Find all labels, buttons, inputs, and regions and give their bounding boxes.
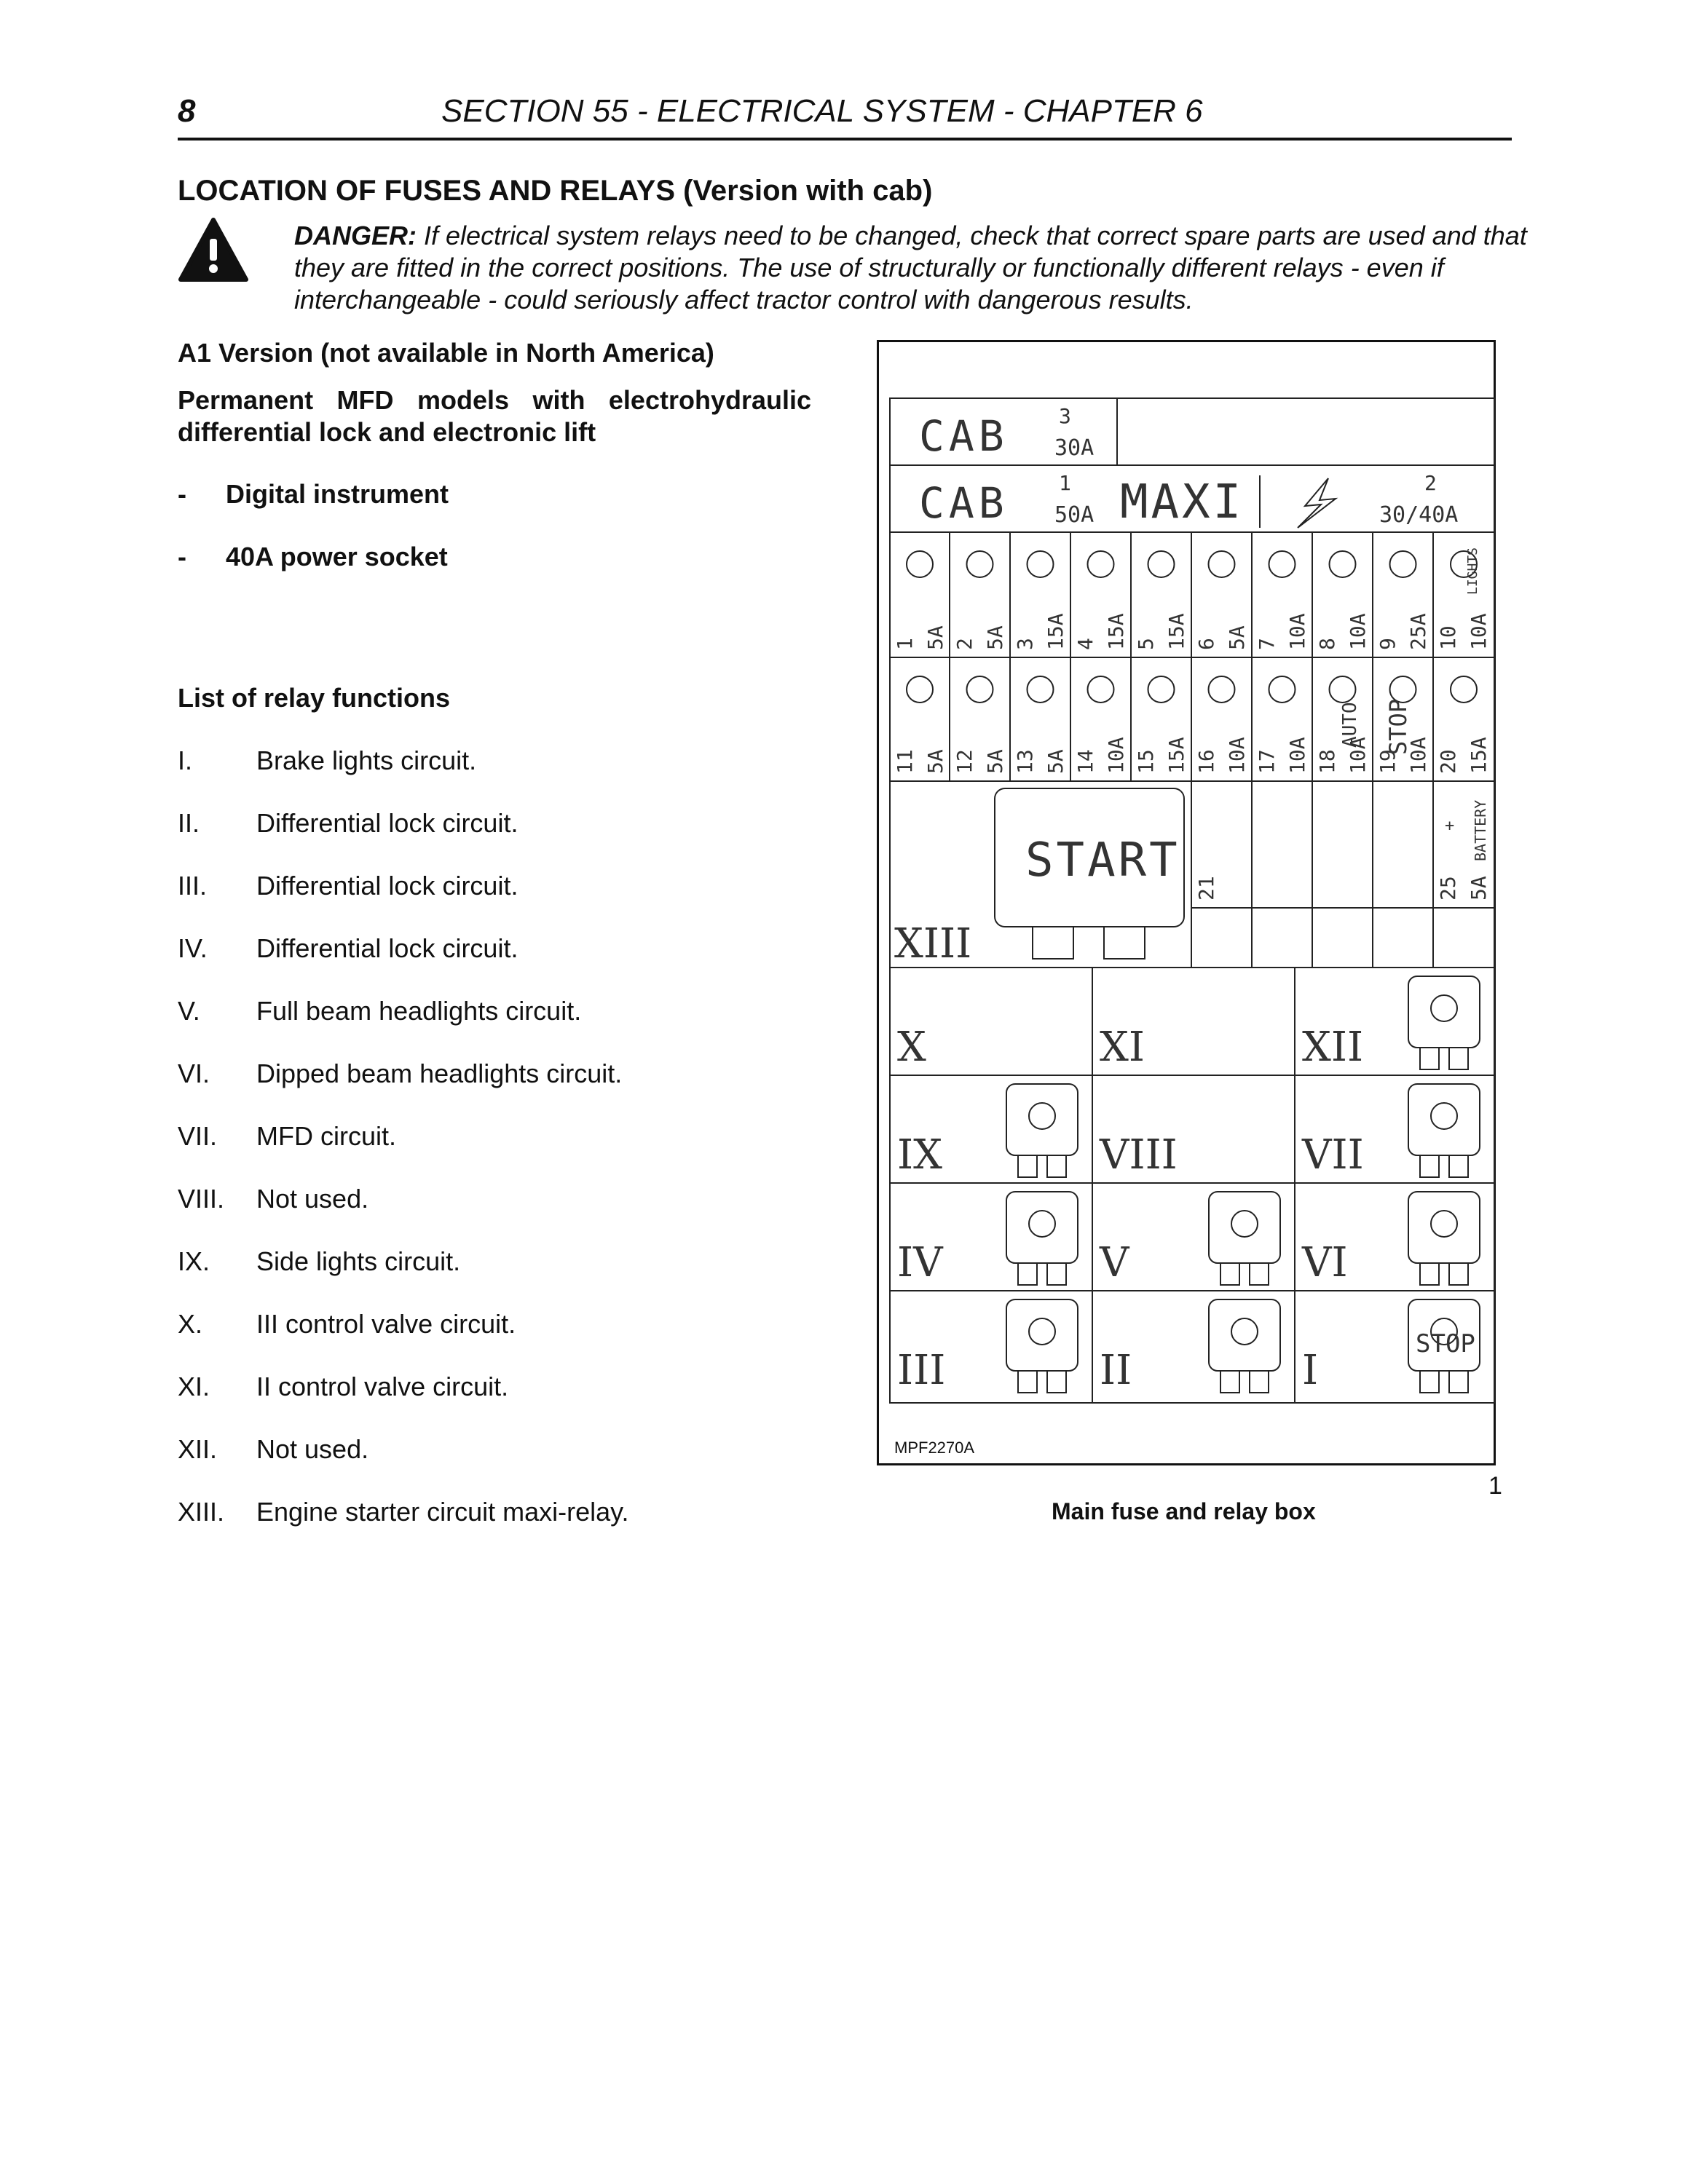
relay-cell [1099,1192,1280,1286]
fuse-symbol-icon [1390,676,1416,703]
danger-notice [294,220,1532,316]
relay-pin [1420,1371,1439,1393]
maxi-fuse-rating: 30A [1054,435,1095,461]
fuse-symbol-icon [1209,551,1235,577]
relay-description: MFD circuit. [256,1121,396,1151]
fuse-rating: 10A [1285,737,1309,774]
relay-cell [1301,1084,1480,1179]
relay-body [1408,1084,1480,1155]
relay-pin [1250,1263,1269,1285]
fuse-cell [953,676,1007,774]
relay-pin [1420,1263,1439,1285]
relay-cell [897,1192,1078,1286]
relay-body [1209,1299,1280,1371]
fuse-label-lights: LIGHTS [1465,547,1480,595]
relay-description: III control valve circuit. [256,1309,516,1339]
fuse-number: 18 [1315,749,1339,774]
relay-pin [1449,1155,1468,1177]
relay-description: Brake lights circuit. [256,745,477,775]
relay-body [1006,1192,1078,1263]
maxi-fuse-row [919,471,1458,529]
start-label: START [1025,834,1180,887]
fuse-cell [1436,676,1491,774]
fuse-rating: 15A [1044,613,1068,650]
relay-cell [897,1299,1078,1394]
relay-symbol-icon [1231,1211,1258,1237]
fuse-rating: 10A [1285,613,1309,650]
fuse-cell [1073,551,1128,650]
fuse-rating: 5A [1044,749,1068,774]
relay-roman-label: VIII [1100,1131,1178,1179]
relay-number: X. [178,1309,203,1339]
fuse-symbol-icon [1088,551,1114,577]
fuse-cell [953,551,1007,650]
fuse-rating: 5A [923,749,947,774]
fuse-number: 15 [1134,749,1158,774]
relay-body [1006,1084,1078,1155]
fuse-cell [1194,551,1249,650]
relay-description: Full beam headlights circuit. [256,996,582,1026]
relay-cell [1100,1024,1145,1071]
fuse-number: 14 [1073,749,1097,774]
fuse-cell [1013,676,1068,774]
maxi-fuse-number: 1 [1059,471,1071,495]
relay-number: VI. [178,1059,210,1088]
fuse-symbol-icon [1330,551,1356,577]
fuse-cell [1194,676,1249,774]
relay-pin [1104,927,1145,959]
bullet-dash: - [178,542,186,571]
relay-cell [897,1024,926,1071]
relay-cell [1302,976,1480,1071]
fuse-symbol-icon [967,676,993,703]
fuse-number: 5 [1134,638,1158,650]
relay-pin [1420,1155,1439,1177]
relay-pin [1047,1263,1066,1285]
figure-code: MPF2270A [894,1439,975,1457]
fuse-number: 21 [1194,876,1218,901]
relay-cell [1099,1131,1178,1179]
relay-pin [1250,1371,1269,1393]
fuse-symbol-icon [1088,676,1114,703]
relay-pin [1047,1155,1066,1177]
relay-roman-label: V [1100,1239,1129,1286]
fuse-label-stop: STOP [1384,698,1412,755]
maxi-fuse-cab-3 [919,404,1094,461]
danger-text: If electrical system relays need to be changed, check that correct spare parts are used and that they are fitted in the correct positions. The use of structurally or functionally different relays - even if interchangeable - could seriously affect tractor control with dangerous results. [294,221,1527,314]
relay-description: Differential lock circuit. [256,871,518,901]
figure-number: 1 [1488,1472,1502,1500]
relay-symbol-icon [1029,1211,1055,1237]
fuse-cell [1013,551,1068,650]
relay-roman-label: IV [897,1239,943,1286]
relay-body [1209,1192,1280,1263]
relay-pin [1033,927,1073,959]
relay-number: II. [178,808,200,838]
relay-roman-label: IX [897,1131,942,1179]
fuse-rating: 10A [1104,737,1128,774]
start-relay-section [894,781,1494,968]
fuse-number: 10 [1436,625,1460,650]
relay-number: V. [178,996,200,1026]
relay-body [1408,976,1480,1048]
relay-number: XII. [178,1434,218,1464]
maxi-fuse-number: 2 [1424,471,1437,495]
maxi-fuse-rating: 30/40A [1379,502,1459,528]
relay-description: Engine starter circuit maxi-relay. [256,1497,629,1527]
relay-cell [1301,1192,1480,1286]
relay-stop-label: STOP [1416,1329,1475,1358]
fuse-number: 25 [1436,876,1460,901]
relay-symbol-icon [1029,1318,1055,1345]
relay-symbol-icon [1431,995,1457,1021]
relay-cell [897,1084,1078,1179]
maxi-fuse-label: MAXI [1120,475,1245,529]
relay-description: II control valve circuit. [256,1372,509,1401]
fuse-number: 8 [1315,638,1339,650]
relay-symbol-icon [1431,1103,1457,1129]
relay-grid [890,968,1494,1403]
fuse-number: 7 [1255,638,1279,650]
relay-pin [1018,1263,1037,1285]
relay-pin [1420,1048,1439,1069]
bullet-dash: - [178,479,186,509]
relay-list-title: List of relay functions [178,683,451,713]
relay-number: VIII. [178,1184,225,1214]
relay-roman-label: X [897,1024,926,1071]
fuse-cell [1134,551,1188,650]
fuse-rating: 5A [1225,625,1249,650]
fuse-rating: 5A [983,749,1007,774]
fuse-rating: 5A [1467,876,1491,901]
fuse-symbol-icon [1148,676,1175,703]
fuse-number: 3 [1013,638,1037,650]
fuse-box-diagram [877,340,1496,1465]
fuse-cell [1073,676,1128,774]
relay-description: Dipped beam headlights circuit. [256,1059,623,1088]
relay-pin [1449,1371,1468,1393]
fuse-rating: 10A [1346,613,1370,650]
feature-label: 40A power socket [226,542,448,571]
relay-description: Side lights circuit. [256,1246,461,1276]
fuse-rating: 10A [1225,737,1249,774]
danger-label: DANGER: [294,221,417,250]
models-description: Permanent MFD models with electrohydraulic differential lock and electronic lift [178,385,811,447]
relay-roman-label: II [1100,1347,1132,1394]
maxi-fuse-rating: 50A [1054,502,1095,528]
relay-number: XI. [178,1372,210,1401]
relay-number: IX. [178,1246,210,1276]
relay-symbol-icon [1431,1211,1457,1237]
relay-pin [1018,1155,1037,1177]
relay-pin [1047,1371,1066,1393]
fuse-symbol-icon [1330,676,1356,703]
relay-pin [1220,1263,1239,1285]
relay-roman-label: III [897,1347,946,1394]
relay-body [1006,1299,1078,1371]
relay-symbol-icon [1029,1103,1055,1129]
fuse-symbol-icon [967,551,993,577]
fuse-symbol-icon [907,551,933,577]
fuse-number: 11 [893,749,917,774]
maxi-fuse-label: CAB [919,478,1009,528]
fuse-rating: 5A [923,625,947,650]
fuse-label-auto: AUTO [1339,702,1361,748]
relay-roman-label: XI [1100,1024,1145,1071]
fuse-number: 20 [1436,749,1460,774]
fuse-number: 6 [1194,638,1218,650]
relay-roman-label: I [1302,1347,1319,1394]
relay-description: Not used. [256,1434,369,1464]
fuse-label-plus: + [1445,817,1455,835]
lightning-icon [1298,478,1336,528]
header-title: SECTION 55 - ELECTRICAL SYSTEM - CHAPTER 6 [441,93,1203,129]
fuse-rating: 15A [1164,613,1188,650]
relay-number: VII. [178,1121,218,1151]
fuse-cell [893,551,947,650]
fuse-rating: 10A [1346,737,1370,774]
fuse-cell [1255,551,1309,650]
relay-roman-label: VI [1302,1239,1348,1286]
relay-number: XIII. [178,1497,225,1527]
fuse-symbol-icon [1269,551,1295,577]
fuse-label-battery: BATTERY [1472,799,1489,861]
fuse-rating: 15A [1164,737,1188,774]
fuse-number: 4 [1073,638,1097,650]
fuse-number: 19 [1376,749,1400,774]
relay-roman-label: VII [1302,1131,1364,1179]
page-number: 8 [178,93,196,129]
warning-triangle-icon [178,217,249,282]
figure-caption: Main fuse and relay box [1052,1498,1316,1524]
fuse-symbol-icon [1028,676,1054,703]
relay-number: IV. [178,933,208,963]
relay-pin [1449,1263,1468,1285]
fuse-rating: 25A [1406,613,1430,650]
fuse-symbol-icon [907,676,933,703]
fuse-rating: 10A [1467,613,1491,650]
fuse-cell [1376,551,1430,650]
fuse-number: 17 [1255,749,1279,774]
maxi-fuse-number: 3 [1059,404,1071,428]
fuse-rating: 15A [1104,613,1128,650]
fuse-cell [1315,551,1370,650]
relay-roman-label: XII [1302,1024,1364,1071]
fuse-number: 13 [1013,749,1037,774]
maxi-fuse-label: CAB [919,411,1009,461]
fuse-number: 1 [893,638,917,650]
relay-pin [1018,1371,1037,1393]
fuse-number: 9 [1376,638,1400,650]
section-title: LOCATION OF FUSES AND RELAYS (Version with cab) [178,175,933,207]
fuse-cell [1255,676,1309,774]
fuse-rating: 5A [983,625,1007,650]
relay-description: Differential lock circuit. [256,933,518,963]
fuse-rating: 10A [1406,737,1430,774]
fuse-symbol-icon [1390,551,1416,577]
relay-symbol-icon [1231,1318,1258,1345]
fuse-symbol-icon [1148,551,1175,577]
fuse-symbol-icon [1028,551,1054,577]
relay-body [1408,1192,1480,1263]
fuse-symbol-icon [1209,676,1235,703]
relay-description: Differential lock circuit. [256,808,518,838]
fuse-cell [1436,551,1491,650]
fuse-symbol-icon [1451,676,1477,703]
feature-label: Digital instrument [226,479,449,509]
version-title: A1 Version (not available in North America) [178,338,714,368]
relay-roman-label: XIII [894,920,972,968]
fuse-cell [893,676,947,774]
relay-description: Not used. [256,1184,369,1214]
relay-pin [1449,1048,1468,1069]
relay-cell [1100,1299,1280,1394]
fuse-cell [1134,676,1188,774]
fuse-number: 2 [953,638,977,650]
fuse-symbol-icon [1269,676,1295,703]
fuse-number: 16 [1194,749,1218,774]
relay-number: III. [178,871,208,901]
relay-number: I. [178,745,193,775]
fuse-rating: 15A [1467,737,1491,774]
relay-pin [1220,1371,1239,1393]
fuse-number: 12 [953,749,977,774]
header-rule [178,138,1512,141]
